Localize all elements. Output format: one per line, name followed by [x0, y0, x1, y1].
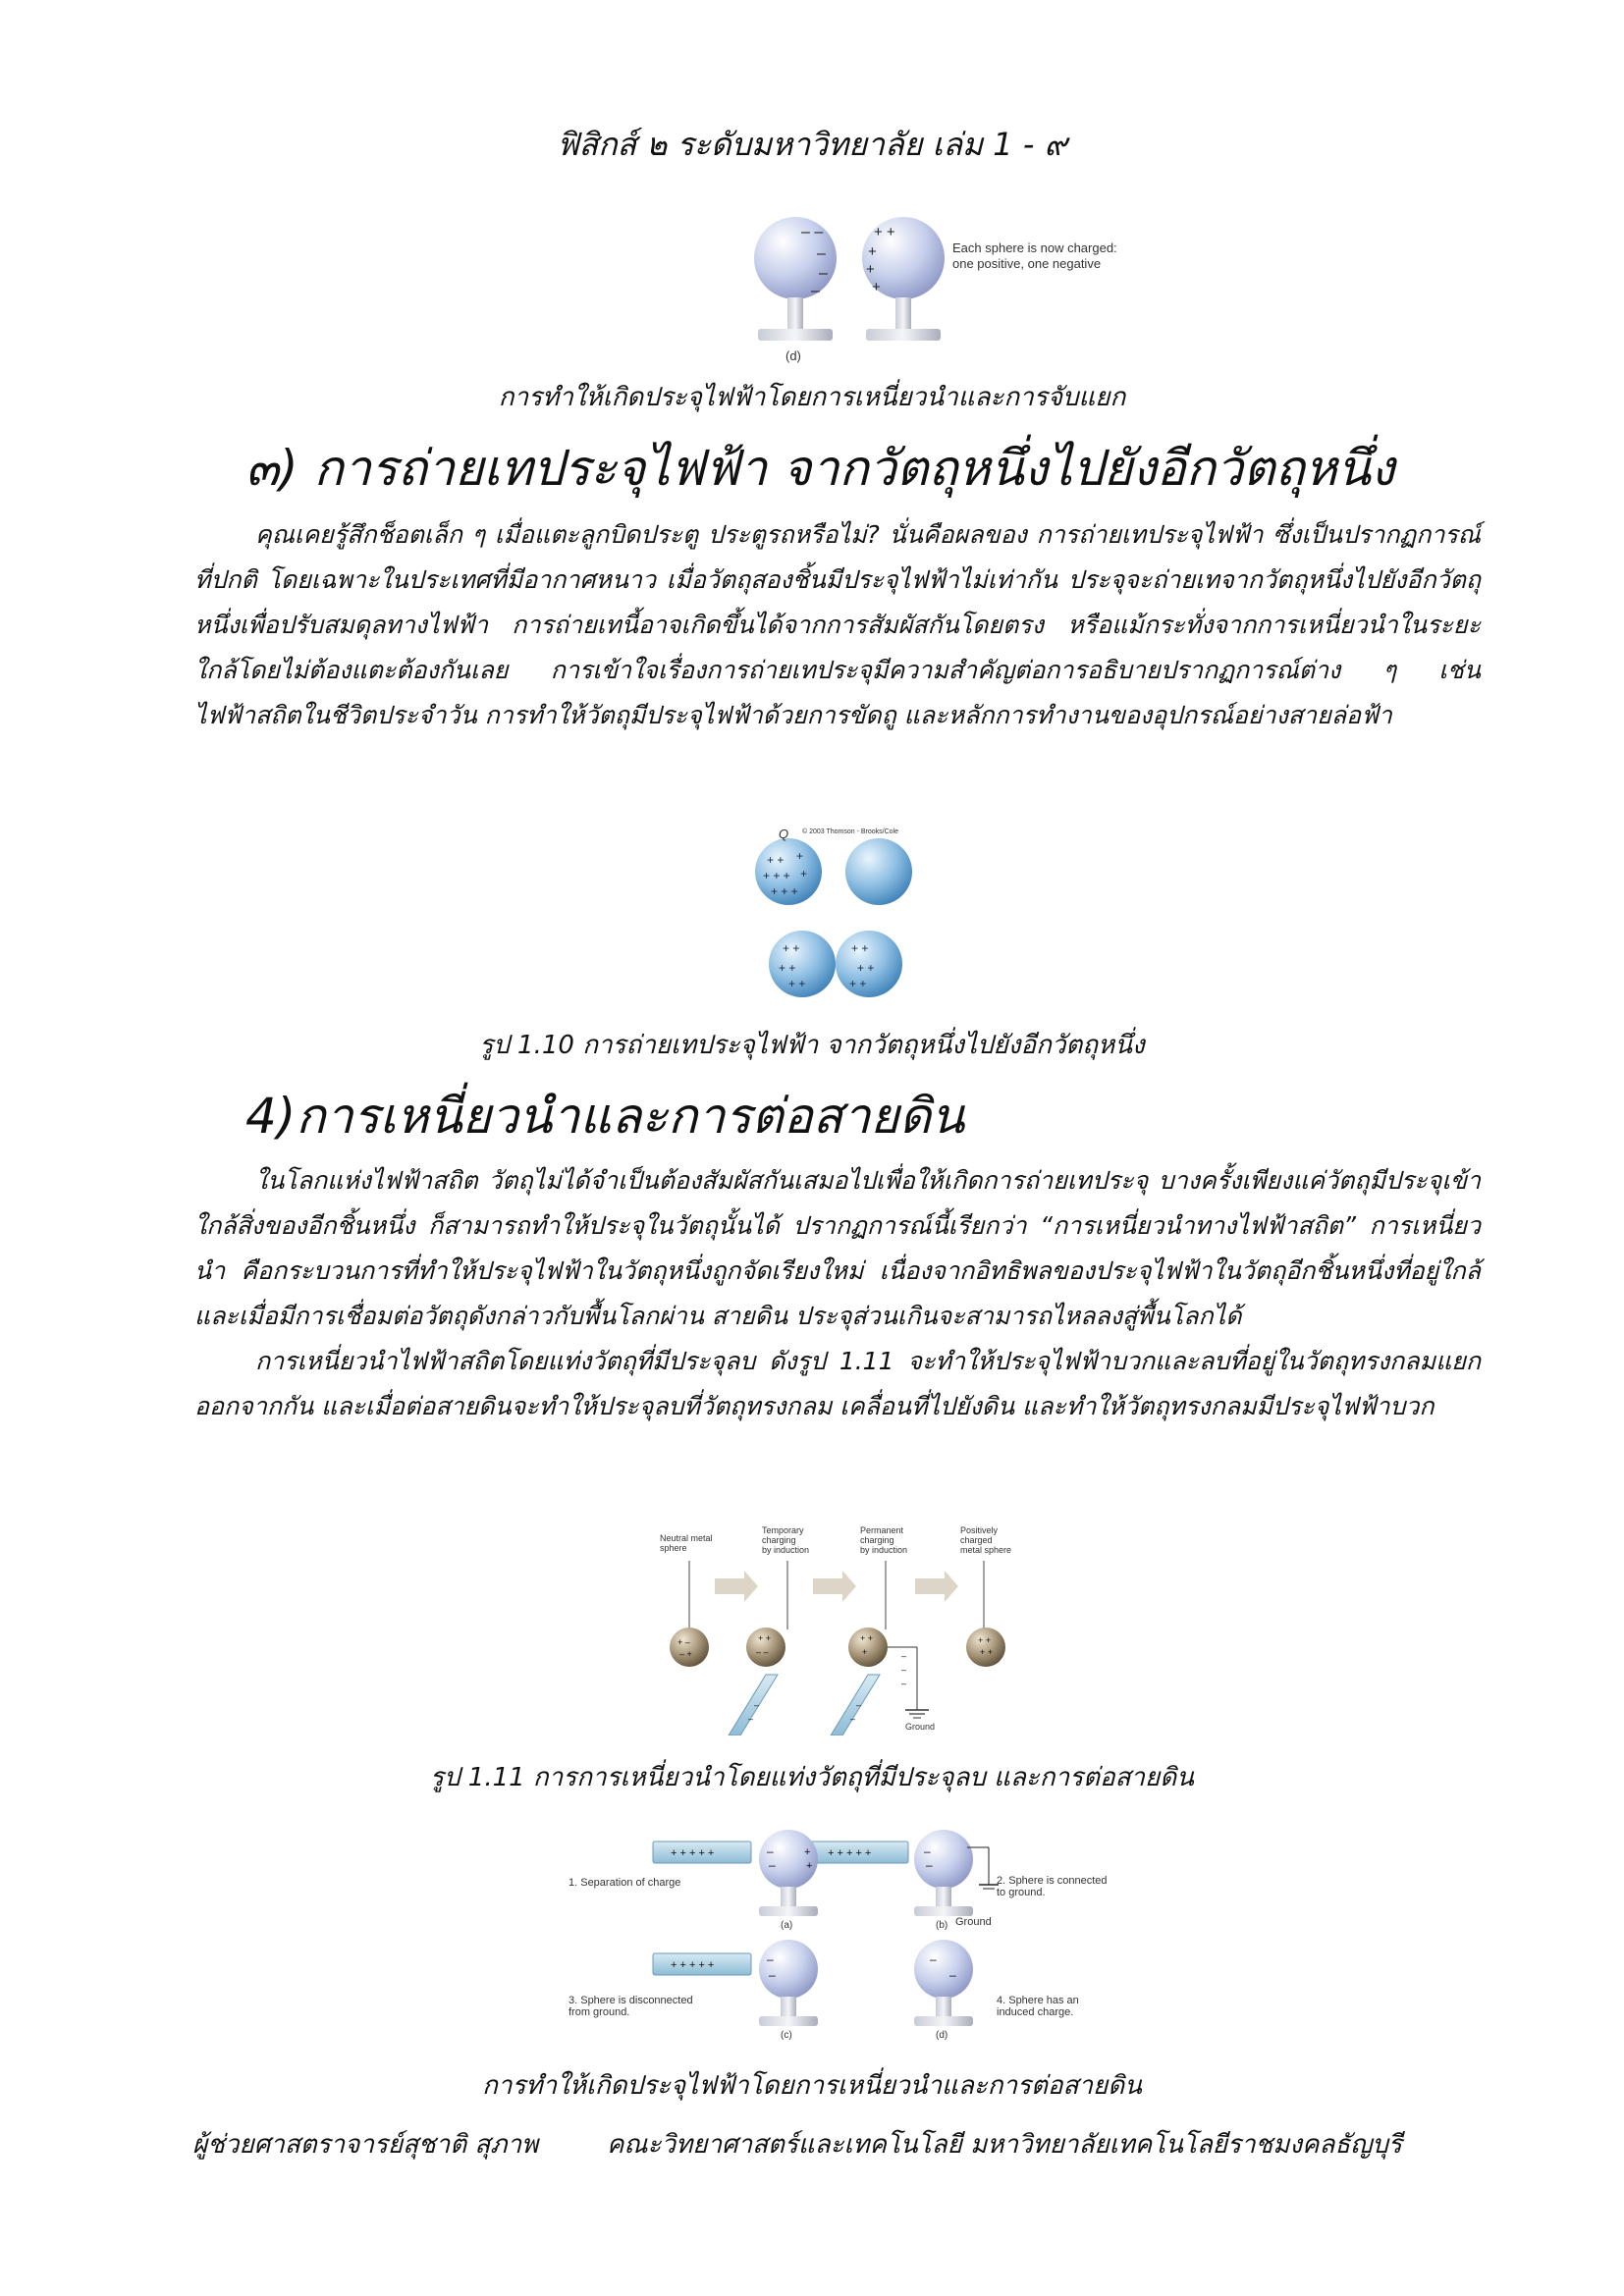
sphere-negative: [754, 217, 837, 341]
label-temporary-line2: charging: [762, 1535, 796, 1545]
svg-text:+ + +: + + +: [771, 884, 798, 898]
svg-text:–: –: [949, 1968, 956, 1982]
step3-line1: 3. Sphere is disconnected: [568, 1995, 693, 2006]
svg-text:+ +: + +: [783, 941, 800, 955]
panel-label-a: (a): [781, 1920, 793, 1931]
svg-text:– –: – –: [801, 224, 824, 240]
caption-figure-steps: การทำให้เกิดประจุไฟฟ้าโดยการเหนี่ยวนำและการต่อสายดิน: [482, 2071, 1142, 2101]
svg-text:+: +: [862, 1647, 868, 1657]
svg-text:+ –: + –: [677, 1637, 690, 1647]
label-permanent-line2: charging: [860, 1535, 894, 1545]
svg-text:+ +: + +: [980, 1647, 994, 1657]
svg-text:+ + + + +: + + + + +: [828, 1847, 872, 1859]
footer-author: ผู้ช่วยศาสตราจารย์สุชาติ สุภาพ: [192, 2130, 539, 2160]
step2-label: [997, 1875, 1108, 1898]
caption-figure-d-top: การทำให้เกิดประจุไฟฟ้าโดยการเหนี่ยวนำและการจับแยก: [498, 383, 1126, 412]
svg-text:–: –: [924, 1844, 931, 1858]
copyright-label: © 2003 Thomson - Brooks/Cole: [802, 828, 899, 835]
label-positive-line1: Positively: [960, 1525, 999, 1535]
step2-line2: to ground.: [997, 1887, 1046, 1898]
caption-figure-1-10: รูป 1.10 การถ่ายเทประจุไฟฟ้า จากวัตถุหนึ่งไปยังอีกวัตถุหนึ่ง: [479, 1031, 1145, 1060]
svg-text:–: –: [819, 265, 828, 282]
step4-line1: 4. Sphere has an: [997, 1995, 1079, 2006]
svg-text:+ +: + +: [851, 941, 869, 955]
svg-text:+ + + + +: + + + + +: [671, 1847, 715, 1859]
label-positively-charged: [960, 1525, 1011, 1555]
svg-text:+: +: [872, 279, 881, 295]
svg-text:+ +: + +: [788, 977, 806, 990]
svg-text:–: –: [811, 283, 820, 299]
svg-text:–: –: [901, 1651, 907, 1661]
svg-text:–: –: [769, 1858, 776, 1872]
svg-text:– –: – –: [756, 1647, 769, 1657]
figure-induction-steps: [565, 1826, 1114, 2052]
caption-figure-1-11: รูป 1.11 การการเหนี่ยวนำโดยแท่งวัตถุที่มีประจุลบ และการต่อสายดิน: [430, 1763, 1194, 1792]
svg-text:–: –: [926, 1858, 933, 1872]
step3-label: [568, 1995, 693, 2018]
panel-label-c: (c): [781, 2030, 792, 2041]
svg-text:+: +: [804, 1846, 811, 1858]
svg-text:+ +: + +: [860, 1633, 874, 1643]
induction-grounding-illustration: [660, 1533, 1033, 1735]
label-temporary-charging: [762, 1525, 809, 1555]
label-permanent-line1: Permanent: [860, 1525, 904, 1535]
step2-line1: 2. Sphere is connected: [997, 1875, 1108, 1887]
svg-text:–: –: [769, 1968, 776, 1982]
figure-charged-spheres: [727, 201, 1168, 368]
charge-transfer-illustration: [741, 825, 938, 1011]
svg-text:+ + +: + + +: [763, 869, 790, 882]
svg-text:+ +: + +: [857, 961, 875, 975]
svg-text:+ +: + +: [767, 853, 785, 867]
label-neutral-line2: sphere: [660, 1543, 687, 1553]
section-3-paragraph: คุณเคยรู้สึกช็อตเล็ก ๆ เมื่อแตะลูกบิดประตู ประตูรถหรือไม่? นั่นคือผลของ การถ่ายเทประจุไฟฟ้า ซึ่งเป็นปรากฏการณ์ที่ปกติ โดยเฉพาะในประเทศที่มีอากาศหนาว เมื่อวัตถุสองชิ้นมีประจุไฟฟ้าไม่เท่ากัน ประจุจะถ่ายเทจากวัตถุหนึ่งไปยังอีกวัตถุหนึ่งเพื่อปรับสมดุลทางไฟฟ้า การถ่ายเทนี้อาจเกิดขึ้นได้จากการสัมผัสกันโดยตรง หรือแม้กระทั่งจากการเหนี่ยวนำในระยะใกล้โดยไม่ต้องแตะต้องกันเลย การเข้าใจเรื่องการถ่ายเทประจุมีความสำคัญต่อการอธิบายปรากฏการณ์ต่าง ๆ เช่น ไฟฟ้าสถิตในชีวิตประจำวัน การทำให้วัตถุมีประจุไฟฟ้าด้วยการขัดถู และหลักการทำงานของอุปกรณ์อย่างสายล่อฟ้า: [194, 520, 1481, 729]
section-4-heading: 4)การเหนี่ยวนำและการต่อสายดิน: [245, 1088, 965, 1145]
panel-label-d: (d): [936, 2030, 948, 2041]
charged-label-line2: one positive, one negative: [952, 256, 1102, 271]
svg-text:+: +: [806, 1860, 813, 1872]
label-ground-1-11: Ground: [905, 1722, 936, 1732]
svg-text:–: –: [748, 1714, 754, 1724]
svg-text:+: +: [796, 849, 804, 863]
step4-label: [997, 1995, 1079, 2018]
svg-text:–: –: [767, 1952, 774, 1966]
figure-1-11: [660, 1525, 1033, 1735]
running-header: ฟิสิกส์ ๒ ระดับมหาวิทยาลัย เล่ม 1 - ๙: [557, 126, 1067, 163]
sphere-positive: [862, 217, 945, 341]
svg-text:–: –: [930, 1952, 937, 1966]
svg-text:–: –: [856, 1700, 862, 1710]
panel-label-b: (b): [936, 1920, 948, 1931]
section-4-paragraph-2: การเหนี่ยวนำไฟฟ้าสถิตโดยแท่งวัตถุที่มีประจุลบ ดังรูป 1.11 จะทำให้ประจุไฟฟ้าบวกและลบที่อยู่ในวัตถุทรงกลมแยกออกจากกัน และเมื่อต่อสายดินจะทำให้ประจุลบที่วัตถุทรงกลม เคลื่อนที่ไปยังดิน และทำให้วัตถุทรงกลมมีประจุไฟฟ้าบวก: [194, 1347, 1481, 1420]
section-3-heading: ๓) การถ่ายเทประจุไฟฟ้า จากวัตถุหนึ่งไปยังอีกวัตถุหนึ่ง: [245, 440, 1395, 497]
label-positive-line3: metal sphere: [960, 1545, 1012, 1555]
svg-text:+ +: + +: [978, 1635, 992, 1645]
label-neutral-line1: Neutral metal: [660, 1533, 713, 1543]
panel-label-d-top: (d): [785, 348, 801, 363]
svg-text:+ +: + +: [874, 224, 895, 240]
svg-text:+: +: [866, 261, 875, 278]
svg-text:–: –: [850, 1714, 856, 1724]
svg-text:+: +: [800, 867, 808, 881]
svg-text:–: –: [754, 1700, 760, 1710]
step4-line2: induced charge.: [997, 2006, 1074, 2018]
rod-1: [729, 1675, 778, 1735]
q-label: Q: [779, 827, 789, 841]
step3-line2: from ground.: [568, 2006, 630, 2018]
charged-label-line1: Each sphere is now charged:: [952, 240, 1117, 255]
label-temporary-line3: by induction: [762, 1545, 810, 1555]
rod-2: [831, 1675, 880, 1735]
charged-spheres-illustration: [727, 201, 1168, 368]
svg-text:– +: – +: [679, 1649, 692, 1659]
svg-text:+: +: [868, 243, 877, 260]
svg-text:+ +: + +: [758, 1633, 772, 1643]
label-permanent-line3: by induction: [860, 1545, 908, 1555]
label-permanent-charging: [860, 1525, 907, 1555]
svg-text:–: –: [817, 245, 826, 262]
label-temporary-line1: Temporary: [762, 1525, 804, 1535]
footer-affiliation: คณะวิทยาศาสตร์และเทคโนโลยี มหาวิทยาลัยเทคโนโลยีราชมงคลธัญบุรี: [607, 2130, 1402, 2160]
svg-text:–: –: [901, 1679, 907, 1688]
svg-text:–: –: [767, 1844, 774, 1858]
figure-1-10: [741, 825, 938, 1011]
svg-text:+ +: + +: [779, 961, 796, 975]
svg-text:–: –: [901, 1665, 907, 1675]
label-neutral-metal-sphere: [660, 1533, 713, 1553]
svg-text:+ +: + +: [849, 977, 867, 990]
section-4-paragraph-1: ในโลกแห่งไฟฟ้าสถิต วัตถุไม่ได้จำเป็นต้องสัมผัสกันเสมอไปเพื่อให้เกิดการถ่ายเทประจุ บางครั้งเพียงแค่วัตถุมีประจุเข้าใกล้สิ่งของอีกชิ้นหนึ่ง ก็สามารถทำให้ประจุในวัตถุนั้นได้ ปรากฏการณ์นี้เรียกว่า “การเหนี่ยวนำทางไฟฟ้าสถิต” การเหนี่ยวนำ คือกระบวนการที่ทำให้ประจุไฟฟ้าในวัตถุหนึ่งถูกจัดเรียงใหม่ เนื่องจากอิทธิพลของประจุไฟฟ้าในวัตถุอีกชิ้นหนึ่งที่อยู่ใกล้ และเมื่อมีการเชื่อมต่อวัตถุดังกล่าวกับพื้นโลกผ่าน สายดิน ประจุส่วนเกินจะสามารถไหลลงสู่พื้นโลกได้: [194, 1166, 1481, 1330]
step1-label: 1. Separation of charge: [568, 1877, 681, 1889]
label-positive-line2: charged: [960, 1535, 993, 1545]
ground-label-steps: Ground: [955, 1916, 992, 1928]
svg-text:+ + + + +: + + + + +: [671, 1959, 715, 1971]
